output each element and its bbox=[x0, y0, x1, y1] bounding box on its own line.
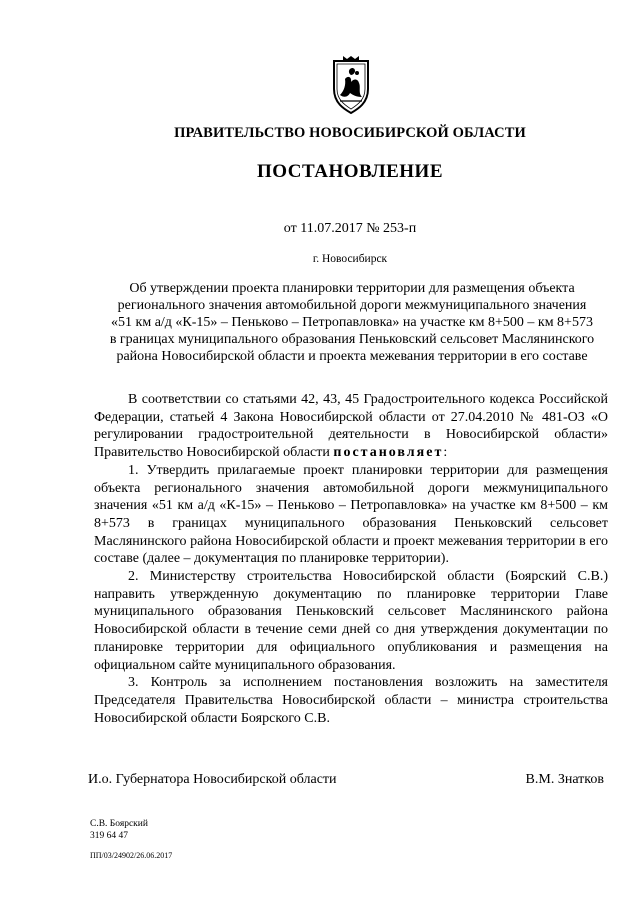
item-2-paragraph: 2. Министерству строительства Новосибирской области (Боярский С.В.) направить утвержденную документацию по планировке территории Главе муниципального образования Пеньковский сельсовет Маслянинского района Новосибирской области в течение семи дней со дня утверждения документации по планировке территории для официального опубликования и размещения на официальном сайте муниципального образования. bbox=[94, 569, 608, 673]
document-city: г. Новосибирск bbox=[312, 253, 388, 265]
subject-line: в границах муниципального образования Пеньковский сельсовет Маслянинского bbox=[109, 332, 595, 347]
subject-line: Об утверждении проекта планировки территории для размещения объекта bbox=[129, 281, 575, 296]
government-title: ПРАВИТЕЛЬСТВО НОВОСИБИРСКОЙ ОБЛАСТИ bbox=[174, 125, 526, 141]
signatory-position: И.о. Губернатора Новосибирской области bbox=[88, 772, 337, 787]
subject-line: района Новосибирской области и проекта межевания территории в его составе bbox=[116, 349, 588, 364]
document-date-number: от 11.07.2017 № 253-п bbox=[283, 221, 417, 236]
item-1-paragraph: 1. Утвердить прилагаемые проект планировки территории для размещения объекта регионального значения автомобильной дороги межмуниципального значения «51 км а/д «К-15» – Пеньково – Петропавловка» на участке км 8+500 – км 8+573 в границах муниципального образования Пеньковский сельсовет Маслянинского района Новосибирской области и проект межевания территории в его составе (далее – документация по планировке территории). bbox=[94, 462, 608, 567]
decrees-word: постановляет bbox=[333, 445, 444, 461]
executor-name: С.В. Боярский bbox=[90, 819, 148, 829]
executor-block bbox=[90, 818, 148, 842]
intro-text: В соответствии со статьями 42, 43, 45 Градостроительного кодекса Российской Федерации, статьей 4 Закона Новосибирской области от 27.04.2010 № 481-ОЗ «О регулировании градостроительной деятельности в Новосибирской области» Правительство Новосибирской области bbox=[94, 392, 608, 461]
subject-line: регионального значения автомобильной дороги межмуниципального значения bbox=[117, 298, 587, 313]
item-3-paragraph: 3. Контроль за исполнением постановления возложить на заместителя Председателя Правительства Новосибирской области – министра строительства Новосибирской области Боярского С.В. bbox=[94, 675, 608, 726]
subject-line: «51 км а/д «К-15» – Пеньково – Петропавловка» на участке км 8+500 – км 8+573 bbox=[111, 315, 593, 330]
decrees-colon: : bbox=[443, 445, 448, 461]
document-type: ПОСТАНОВЛЕНИЕ bbox=[256, 161, 444, 182]
intro-paragraph bbox=[94, 391, 608, 462]
document-reference: ПП/03/24902/26.06.2017 bbox=[90, 851, 173, 860]
document-subject bbox=[80, 280, 624, 365]
signatory-name: В.М. Знатков bbox=[525, 772, 604, 787]
document-body bbox=[94, 391, 608, 727]
coat-of-arms-icon bbox=[328, 55, 374, 115]
executor-phone: 319 64 47 bbox=[90, 831, 128, 841]
